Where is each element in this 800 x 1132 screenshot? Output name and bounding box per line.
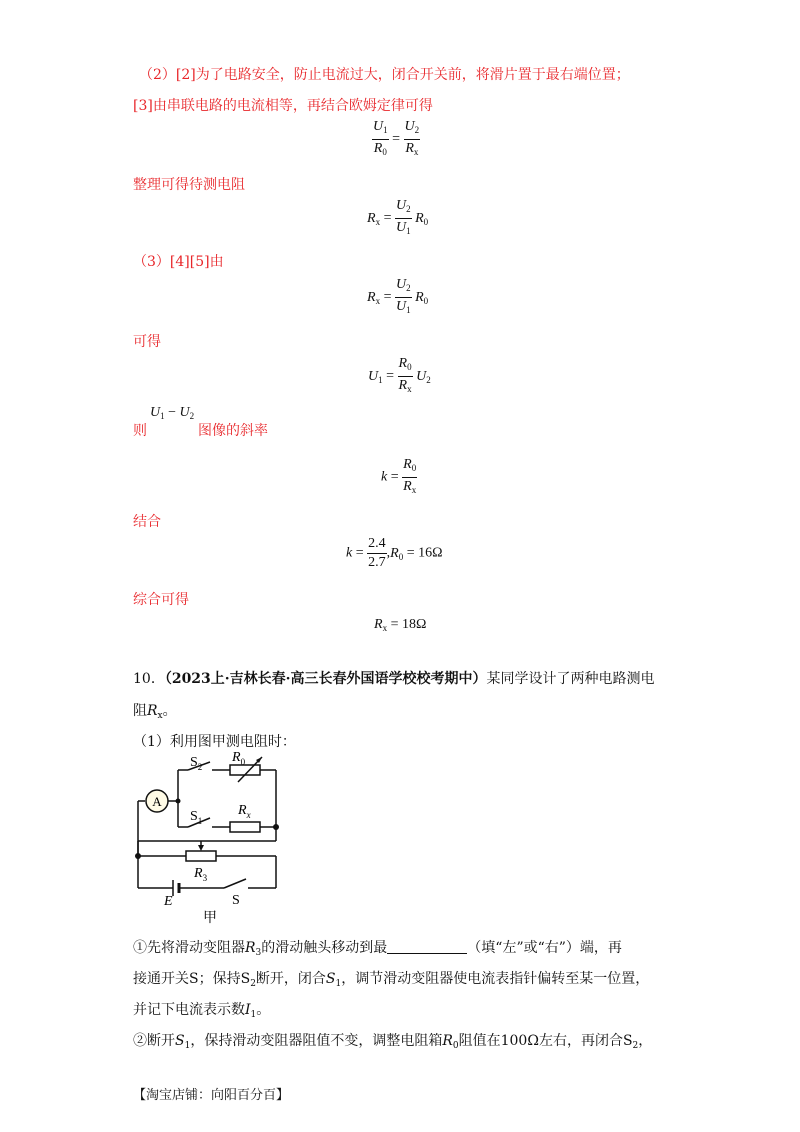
label-e: E bbox=[164, 894, 173, 909]
step-1-line-3: 并记下电流表示数$I_1$。 bbox=[133, 1002, 271, 1020]
solution-text-kede: 可得 bbox=[133, 334, 161, 350]
question-10-line-2: 阻$R_x$。 bbox=[133, 703, 177, 721]
rheostat-r3 bbox=[186, 851, 216, 861]
label-s: S bbox=[232, 893, 240, 908]
resistor-rx bbox=[230, 822, 260, 832]
label-r3: $R_3$ bbox=[194, 866, 208, 883]
switch-s-blade bbox=[224, 879, 246, 888]
solution-text-q3: （3）[4][5]由 bbox=[133, 254, 224, 270]
answer-blank[interactable] bbox=[387, 939, 467, 954]
label-s2: $S_2$ bbox=[190, 755, 203, 772]
solution-line-1: （2）[2]为了电路安全，防止电流过大，闭合开关前，将滑片置于最右端位置； bbox=[139, 67, 630, 83]
solution-text-jiehe: 结合 bbox=[133, 514, 161, 530]
formula-rx: $R_x$ = $\frac{U_2}{U_1}$ $R_0$ bbox=[367, 198, 429, 236]
formula-u1-u2: $U_1 - U_2$ bbox=[150, 405, 195, 421]
formula-rx-2: $R_x$ = $\frac{U_2}{U_1}$ $R_0$ bbox=[367, 277, 429, 315]
formula-rx-result: $R_x = 18\Omega$ bbox=[374, 617, 427, 633]
formula-k-value: k = $\frac{2.4}{2.7}$ $,R_0 = 16\Omega$ bbox=[346, 536, 443, 570]
label-r0: $R_0$ bbox=[232, 752, 246, 767]
question-part-1: （1）利用图甲测电阻时： bbox=[133, 734, 296, 750]
junction-dot bbox=[273, 824, 279, 830]
solution-text-zonghe: 综合可得 bbox=[133, 592, 189, 608]
step-1-line-1: ①先将滑动变阻器$R_3$的滑动触头移动到最 （填“左”或“右”）端，再 bbox=[133, 940, 622, 958]
label-s1: $S_1$ bbox=[190, 809, 203, 826]
circuit-caption: 甲 bbox=[203, 911, 217, 924]
question-stem-a: 某同学设计了两种电路测电 bbox=[486, 671, 655, 687]
ammeter-label: A bbox=[152, 794, 162, 809]
solution-text-tuxiang: 图像的斜率 bbox=[198, 423, 268, 439]
formula-u1: $U_1$ = $\frac{R_0}{R_x}$ $U_2$ bbox=[368, 356, 431, 394]
question-10-line-1 bbox=[133, 668, 655, 688]
junction-dot bbox=[176, 799, 181, 804]
footer-shop: 【淘宝店铺：向阳百分百】 bbox=[133, 1088, 290, 1103]
step-2-line-1: ②断开$S_1$，保持滑动变阻器阻值不变，调整电阻箱$R_0$阻值在100Ω左右，再闭合$S_2$， bbox=[133, 1033, 653, 1051]
solution-text-zhengli: 整理可得待测电阻 bbox=[133, 177, 245, 193]
formula-current-equal: $\frac{U_1}{R_0}$ = $\frac{U_2}{R_x}$ bbox=[373, 119, 420, 157]
label-rx: $R_x$ bbox=[238, 803, 251, 820]
step-1-line-2: 接通开关S；保持$S_2$断开，闭合$S_1$，调节滑动变阻器使电流表指针偏转至某一位置， bbox=[133, 971, 650, 989]
formula-k: k = $\frac{R_0}{R_x}$ bbox=[381, 457, 417, 495]
circuit-diagram bbox=[128, 752, 303, 924]
question-source: （2023上·吉林长春·高三长春外国语学校校考期中） bbox=[164, 671, 487, 687]
solution-text-ze: 则 bbox=[133, 423, 147, 439]
question-number: 10． bbox=[133, 671, 165, 687]
solution-line-2: [3]由串联电路的电流相等，再结合欧姆定律可得 bbox=[133, 98, 433, 114]
